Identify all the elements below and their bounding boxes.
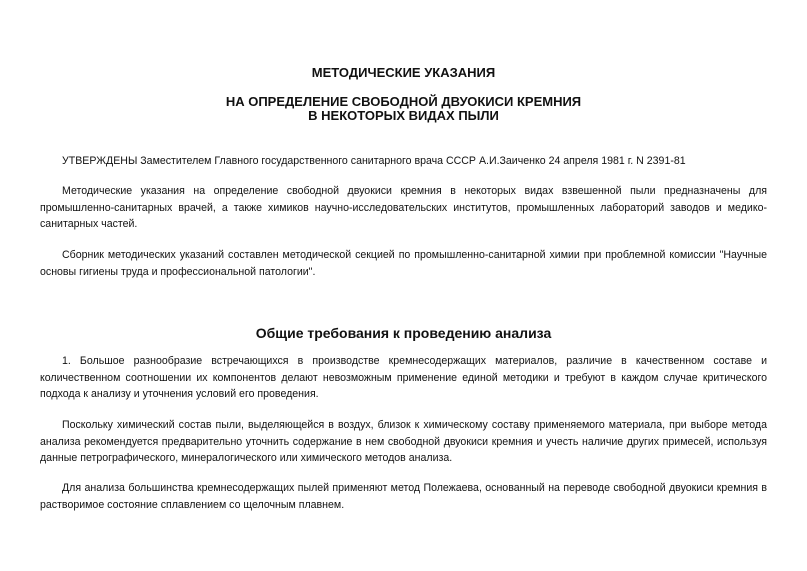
section-paragraph-3: Для анализа большинства кремнесодержащих пылей применяют метод Полежаева, основанный на переводе свободной двуокиси кремния в растворимое состояние сплавлением со щелочным плавнем. — [40, 482, 767, 511]
section-paragraph-2: Поскольку химический состав пыли, выделяющейся в воздух, близок к химическому составу применяемого материала, при выборе метода анализа рекомендуется предварительно уточнить содержание в нем свободной двуокиси кремния и учесть наличие других примесей, используя данные петрографического, минералогического или химического методов анализа. — [40, 419, 767, 465]
document-subtitle-line-2: В НЕКОТОРЫХ ВИДАХ ПЫЛИ — [308, 108, 499, 123]
document-title: МЕТОДИЧЕСКИЕ УКАЗАНИЯ — [311, 65, 496, 80]
section-paragraph-1: 1. Большое разнообразие встречающихся в производстве кремнесодержащих материалов, различие в качественном составе и количественном соотношении их компонентов делают невозможным применение единой методики и требуют в каждом случае критического подхода к анализу и уточнения условий его проведения. — [40, 355, 767, 401]
intro-paragraph-authorship: Сборник методических указаний составлен методической секцией по промышленно-санитарной химии при проблемной комиссии "Научные основы гигиены труда и профессиональной патологии". — [40, 249, 767, 278]
section-heading: Общие требования к проведению анализа — [255, 325, 552, 341]
intro-paragraph-purpose: Методические указания на определение свободной двуокиси кремния в некоторых видах взвешенной пыли предназначены для промышленно-санитарных врачей, а также химиков научно-исследовательских институтов, промышленных лабораторий заводов и медико-санитарных частей. — [40, 185, 767, 231]
approval-statement: УТВЕРЖДЕНЫ Заместителем Главного государственного санитарного врача СССР А.И.Заиченко 24 апреля 1981 г. N 2391-81 — [62, 155, 686, 167]
document-subtitle-line-1: НА ОПРЕДЕЛЕНИЕ СВОБОДНОЙ ДВУОКИСИ КРЕМНИЯ — [225, 94, 582, 109]
